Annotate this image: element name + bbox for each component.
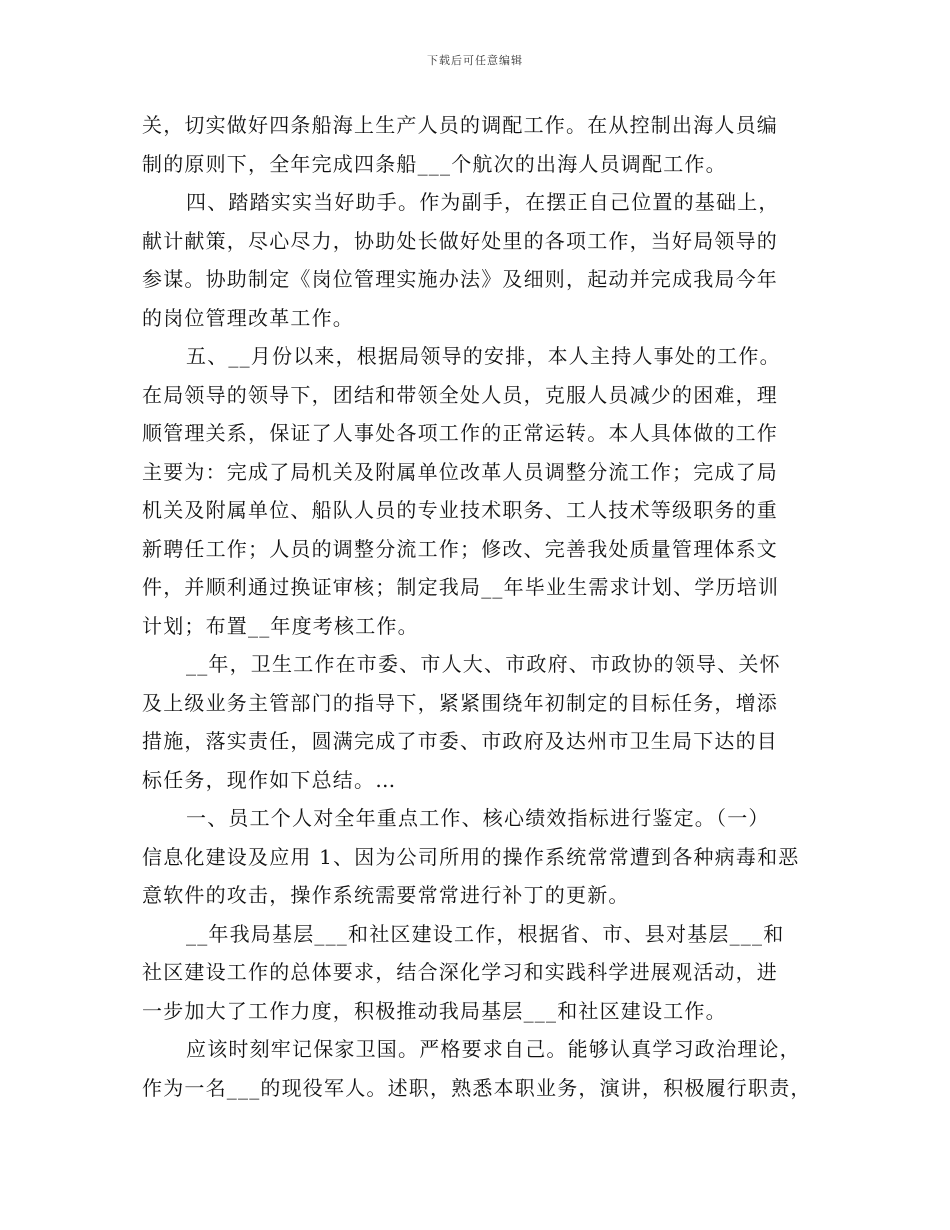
text-line: 标任务，现作如下总结。…	[142, 767, 397, 792]
text-line: 件，并顺利通过换证审核；制定我局__年毕业生需求计划、学历培训	[142, 575, 780, 599]
text-line: 新聘任工作；人员的调整分流工作；修改、完善我处质量管理体系文	[142, 536, 778, 561]
text-line: 机关及附属单位、船队人员的专业技术职务、工人技术等级职务的重	[142, 498, 778, 522]
text-line: 顺管理关系，保证了人事处各项工作的正常运转。本人具体做的工作	[142, 421, 778, 445]
text-line: __年我局基层___和社区建设工作，根据省、市、县对基层___和	[186, 921, 785, 946]
text-line: 作为一名___的现役军人。述职，熟悉本职业务，演讲，积极履行职责，	[142, 1075, 812, 1100]
text-line: 计划；布置__年度考核工作。	[142, 613, 419, 638]
paragraph-4	[142, 645, 812, 799]
text-line: 五、__月份以来，根据局领导的安排，本人主持人事处的工作。	[186, 344, 781, 368]
text-line: 关，切实做好四条船海上生产人员的调配工作。在从控制出海人员编	[142, 113, 778, 137]
text-line: 意软件的攻击，操作系统需要常常进行补丁的更新。	[142, 883, 630, 907]
text-line: 献计献策，尽心尽力，协助处长做好处里的各项工作，当好局领导的	[142, 228, 778, 253]
document-body	[142, 106, 812, 1107]
text-line: 制的原则下，全年完成四条船___个航次的出海人员调配工作。	[142, 151, 727, 176]
page-header: 下载后可任意编辑	[427, 54, 523, 67]
text-line: 四、踏踏实实当好助手。作为副手，在摆正自己位置的基础上，	[186, 190, 780, 214]
text-line: 主要为：完成了局机关及附属单位改革人员调整分流工作；完成了局	[142, 459, 778, 484]
text-line: 参谋。协助制定《岗位管理实施办法》及细则，起动并完成我局今年	[142, 267, 778, 291]
paragraph-7	[142, 1030, 812, 1107]
paragraph-1	[142, 106, 812, 183]
text-line: __年，卫生工作在市委、市人大、市政府、市政协的领导、关怀	[186, 652, 781, 676]
paragraph-6	[142, 915, 812, 1031]
text-line: 的岗位管理改革工作。	[142, 305, 354, 330]
text-line: 社区建设工作的总体要求，结合深化学习和实践科学进展观活动，进	[142, 960, 778, 984]
paragraph-5	[142, 799, 812, 915]
paragraph-3	[142, 337, 812, 645]
text-line: 在局领导的领导下，团结和带领全处人员，克服人员减少的困难，理	[142, 382, 778, 407]
text-line: 措施，落实责任，圆满完成了市委、市政府及达州市卫生局下达的目	[142, 729, 778, 753]
text-line: 应该时刻牢记保家卫国。严格要求自己。能够认真学习政治理论，	[186, 1037, 801, 1061]
text-line: 信息化建设及应用 1、因为公司所用的操作系统常常遭到各种病毒和恶	[142, 844, 800, 869]
text-line: 及上级业务主管部门的指导下，紧紧围绕年初制定的目标任务，增添	[142, 690, 778, 715]
text-line: 一步加大了工作力度，积极推动我局基层___和社区建设工作。	[142, 998, 727, 1023]
text-line: 一、员工个人对全年重点工作、核心绩效指标进行鉴定。（一）	[186, 806, 770, 830]
paragraph-2	[142, 183, 812, 337]
